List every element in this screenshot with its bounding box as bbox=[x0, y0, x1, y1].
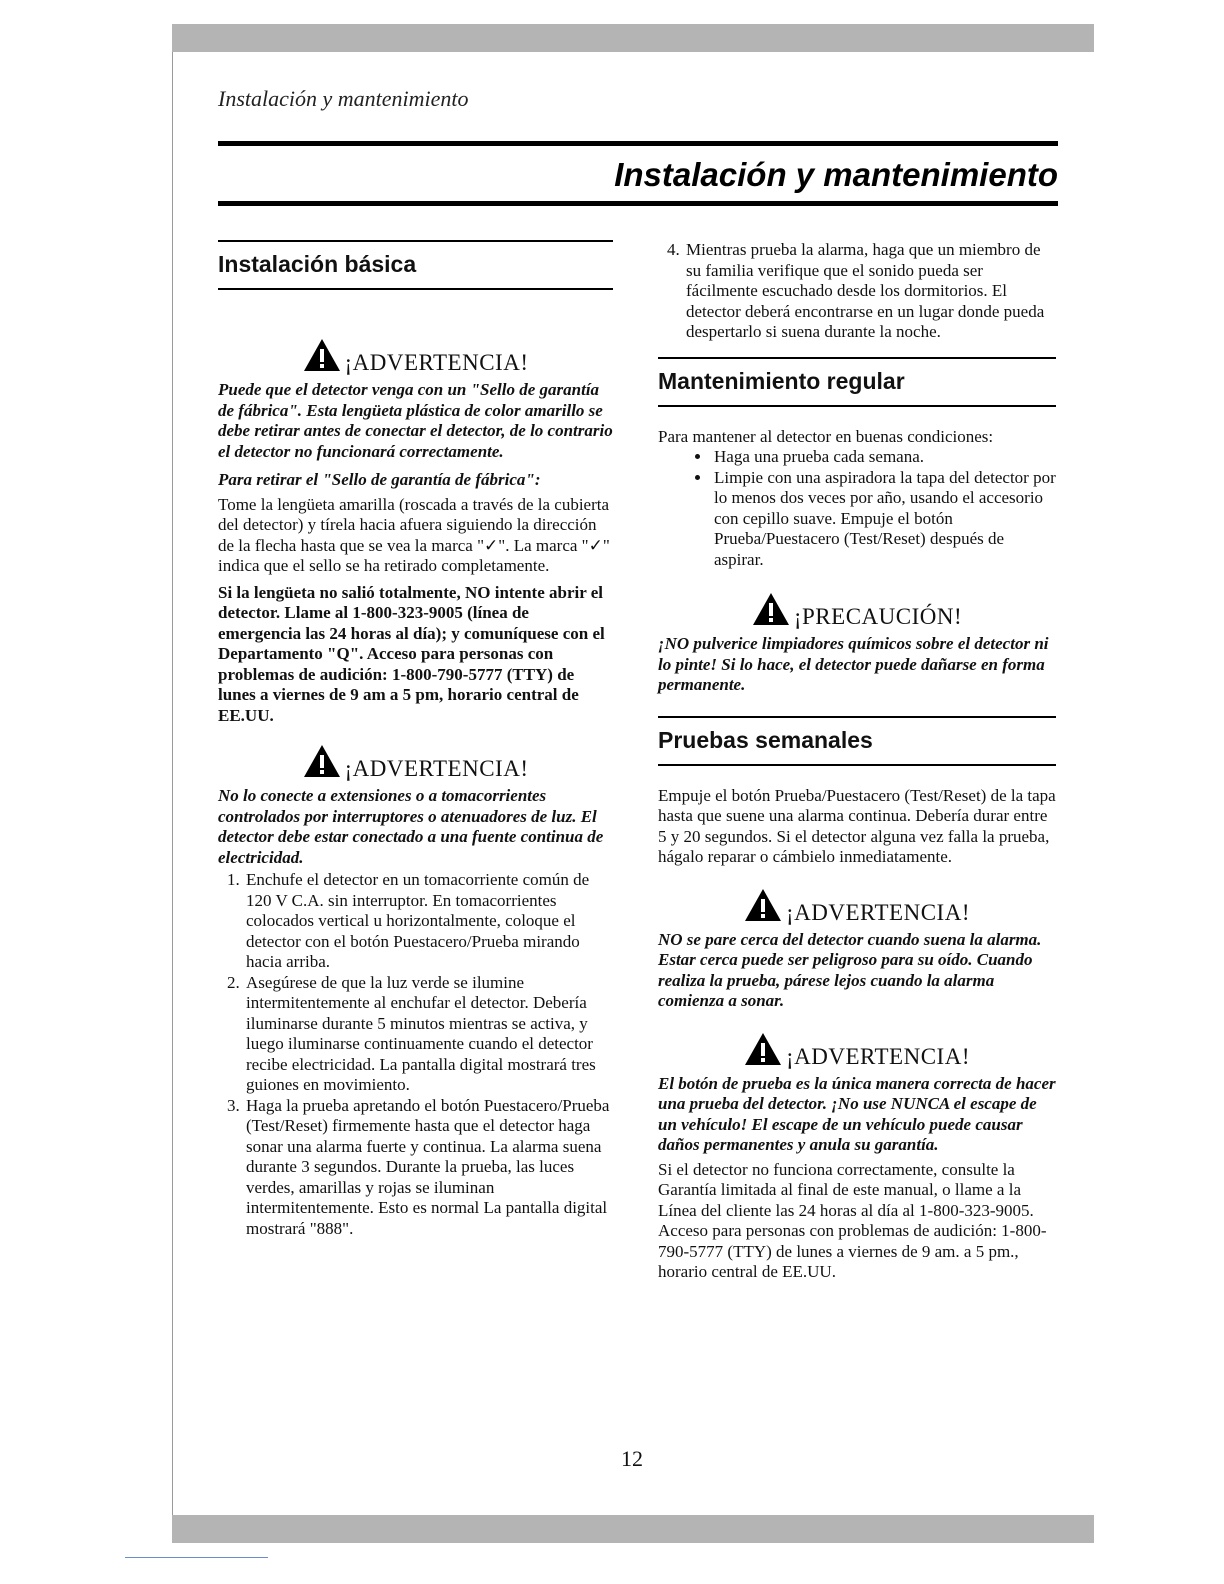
bottom-gray-bar bbox=[172, 1515, 1094, 1543]
warning-text-4: El botón de prueba es la única manera correcta de hacer una prueba del detector. ¡No use NUNCA el escape de un vehículo! El escape de un vehículo puede causar daños permanentes y anula su garantía. bbox=[658, 1073, 1056, 1154]
section-title-mantenimiento: Mantenimiento regular bbox=[658, 357, 1056, 407]
page-title: Instalación y mantenimiento bbox=[614, 156, 1058, 193]
top-gray-bar bbox=[172, 24, 1094, 52]
warning-text-2: No lo conecte a extensiones o a tomacorrientes controlados por interruptores o atenuadores de luz. El detector debe estar conectado a una fuente continua de electricidad. bbox=[218, 786, 604, 867]
caution-text: ¡NO pulverice limpiadores químicos sobre el detector ni lo pinte! Si lo hace, el detector puede dañarse en forma permanente. bbox=[658, 634, 1049, 694]
warning-triangle-icon bbox=[303, 744, 341, 778]
right-column bbox=[658, 240, 1056, 1283]
left-column bbox=[218, 240, 613, 1239]
maintenance-intro: Para mantener al detector en buenas condiciones: bbox=[658, 426, 994, 446]
list-item: • Haga una prueba cada semana. bbox=[712, 447, 1056, 468]
list-item: 1. Enchufe el detector en un tomacorriente común de 120 V C.A. sin interruptor. En tomacorrientes colocados vertical u horizontalmente, coloque el detector con el botón Puestacero/Prueba mirando hacia arriba. bbox=[244, 870, 613, 973]
list-item: 3. Haga la prueba apretando el botón Puestacero/Prueba (Test/Reset) firmemente hasta que el detector haga sonar una alarma fuerte y continua. La alarma suena durante 3 segundos. Durante la prueba, las luces verdes, amarillas y rojas se iluminan intermitentemente. Esto es normal La pantalla digital mostrará "888". bbox=[244, 1096, 613, 1240]
weekly-test-text: Empuje el botón Prueba/Puestacero (Test/Reset) de la tapa hasta que suene una alarma continua. Debería durar entre 5 y 20 segundos. Si el detector alguna vez falla la prueba, hágalo reparar o cámbielo inmediatamente. bbox=[658, 785, 1056, 866]
warning-heading-2: ¡ADVERTENCIA! bbox=[218, 744, 613, 782]
warning-triangle-icon bbox=[744, 1032, 782, 1066]
title-rule-bottom bbox=[218, 201, 1058, 206]
warning-instructions-1: Tome la lengüeta amarilla (roscada a través de la cubierta del detector) y tírela hacia afuera siguiendo la dirección de la flecha hasta que se vea la marca "✓". La marca "✓" indica que el sello se ha retirado completamente. bbox=[218, 494, 610, 575]
page-number: 12 bbox=[621, 1446, 643, 1471]
warning-triangle-icon bbox=[752, 592, 790, 626]
warning-heading-4: ¡ADVERTENCIA! bbox=[658, 1032, 1056, 1070]
warning-text-3: NO se pare cerca del detector cuando suena la alarma. Estar cerca puede ser peligroso para su oído. Cuando realiza la prueba, párese lejos cuando la alarma comienza a sonar. bbox=[658, 929, 1042, 1010]
warning-followup-4: Si el detector no funciona correctamente, consulte la Garantía limitada al final de este manual, o llame a la Línea del cliente las 24 horas al día al 1-800-323-9005. Acceso para personas con problemas de audición: 1-800-790-5777 (TTY) de lunes a viernes de 9 am. a 5 pm., horario central de EE.UU. bbox=[658, 1159, 1047, 1281]
section-title-instalacion: Instalación básica bbox=[218, 240, 613, 290]
warning-triangle-icon bbox=[744, 888, 782, 922]
warning-bold-text-1: Si la lengüeta no salió totalmente, NO intente abrir el detector. Llame al 1-800-323-9005 (línea de emergencia las 24 horas al día); y comuníquese con el Departamento "Q". Acceso para personas con problemas de audición: 1-800-790-5777 (TTY) de lunes a viernes de 9 am a 5 pm, horario central de EE.UU. bbox=[218, 582, 605, 725]
list-item: 2. Asegúrese de que la luz verde se ilumine intermitentemente al enchufar el detector. Debería iluminarse durante 5 minutos mientras se activa, y luego iluminarse continuamente cuando el detector recibe electricidad. La pantalla digital mostrará tres guiones en movimiento. bbox=[244, 973, 613, 1096]
warning-triangle-icon bbox=[303, 338, 341, 372]
warning-heading-1: ¡ADVERTENCIA! bbox=[218, 338, 613, 376]
bottom-link-underline bbox=[125, 1557, 268, 1558]
maintenance-list bbox=[658, 447, 1056, 570]
warning-heading-3: ¡ADVERTENCIA! bbox=[658, 888, 1056, 926]
list-item: 4. Mientras prueba la alarma, haga que un miembro de su familia verifique que el sonido pueda ser fácilmente escuchado desde los dormitorios. El detector deberá encontrarse en un lugar donde pueda despertarlo si suena durante la noche. bbox=[684, 240, 1056, 343]
left-margin-line bbox=[172, 52, 173, 1515]
section-title-pruebas: Pruebas semanales bbox=[658, 716, 1056, 766]
installation-steps bbox=[218, 870, 613, 1239]
title-rule-top bbox=[218, 141, 1058, 146]
warning-subheading-1: Para retirar el "Sello de garantía de fábrica": bbox=[218, 470, 541, 489]
installation-steps-continued bbox=[658, 240, 1056, 343]
list-item: • Limpie con una aspiradora la tapa del detector por lo menos dos veces por año, usando el accesorio con cepillo suave. Empuje el botón Prueba/Puestacero (Test/Reset) después de aspirar. bbox=[712, 468, 1056, 571]
running-header: Instalación y mantenimiento bbox=[218, 86, 469, 111]
caution-heading: ¡PRECAUCIÓN! bbox=[658, 592, 1056, 630]
warning-text-1: Puede que el detector venga con un "Sello de garantía de fábrica". Esta lengüeta plástica de color amarillo se debe retirar antes de conectar el detector, de lo contrario el detector no funcionará correctamente. bbox=[218, 380, 613, 461]
